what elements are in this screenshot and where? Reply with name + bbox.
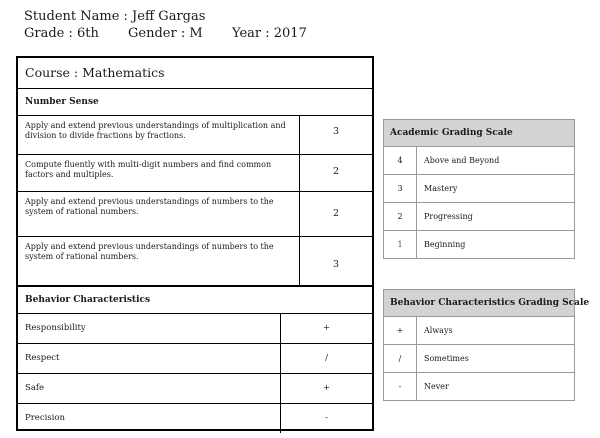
number-sense-title: Number Sense <box>18 89 372 116</box>
behavior-table <box>18 314 372 433</box>
behavior-mark: + <box>322 323 331 333</box>
behavior-label: Precision <box>18 404 281 433</box>
number-sense-row <box>18 237 372 287</box>
behavior-label: Safe <box>18 374 281 403</box>
academic-scale-title: Academic Grading Scale <box>384 120 574 147</box>
scale-key: 3 <box>384 175 417 202</box>
scale-value: Above and Beyond <box>424 156 500 165</box>
standard-description: Compute fluently with multi-digit numbers and find common factors and multiples. <box>18 155 300 191</box>
student-header <box>24 8 307 42</box>
student-info-row <box>24 25 307 42</box>
scale-value: Mastery <box>424 184 458 193</box>
student-gender: Gender : M <box>128 26 203 41</box>
behavior-title: Behavior Characteristics <box>18 287 372 314</box>
scale-row <box>384 373 574 400</box>
scale-key: - <box>384 373 417 400</box>
scale-row <box>384 345 574 373</box>
scale-row <box>384 231 574 258</box>
student-year: Year : 2017 <box>232 26 307 41</box>
scale-value: Always <box>424 326 453 335</box>
scale-row <box>384 175 574 203</box>
course-card <box>16 56 374 431</box>
student-grade: Grade : 6th <box>24 26 99 41</box>
behavior-row <box>18 344 372 374</box>
student-name: Student Name : Jeff Gargas <box>24 9 206 24</box>
scale-key: 1 <box>384 231 417 258</box>
behavior-mark: / <box>325 353 328 363</box>
scale-value: Beginning <box>424 240 466 249</box>
behavior-mark: - <box>325 413 328 423</box>
behavior-grading-scale <box>383 289 590 401</box>
scale-row <box>384 317 574 345</box>
course-title: Course : Mathematics <box>18 58 372 89</box>
number-sense-row <box>18 155 372 192</box>
number-sense-row <box>18 116 372 155</box>
scale-key: 4 <box>384 147 417 174</box>
scale-value: Progressing <box>424 212 473 221</box>
academic-grading-scale <box>383 119 575 259</box>
standard-score: 2 <box>332 208 340 219</box>
scale-value: Sometimes <box>424 354 469 363</box>
standard-score: 2 <box>332 166 340 177</box>
behavior-mark: + <box>322 383 331 393</box>
behavior-label: Respect <box>18 344 281 373</box>
behavior-label: Responsibility <box>18 314 281 343</box>
behavior-row <box>18 374 372 404</box>
standard-score: 3 <box>332 259 340 270</box>
behavior-row <box>18 314 372 344</box>
behavior-row <box>18 404 372 433</box>
scale-value: Never <box>424 382 449 391</box>
scale-row <box>384 203 574 231</box>
number-sense-row <box>18 192 372 237</box>
scale-key: 2 <box>384 203 417 230</box>
standard-score: 3 <box>332 126 340 137</box>
scale-row <box>384 147 574 175</box>
standard-description: Apply and extend previous understandings of numbers to the system of rational numbers. <box>18 192 300 236</box>
standard-description: Apply and extend previous understandings of numbers to the system of rational numbers. <box>18 237 300 285</box>
behavior-scale-title: Behavior Characteristics Grading Scale <box>384 290 574 317</box>
scale-key: / <box>384 345 417 372</box>
scale-key: + <box>384 317 417 344</box>
standard-description: Apply and extend previous understandings of multiplication and division to divide fractions by fractions. <box>18 116 300 154</box>
